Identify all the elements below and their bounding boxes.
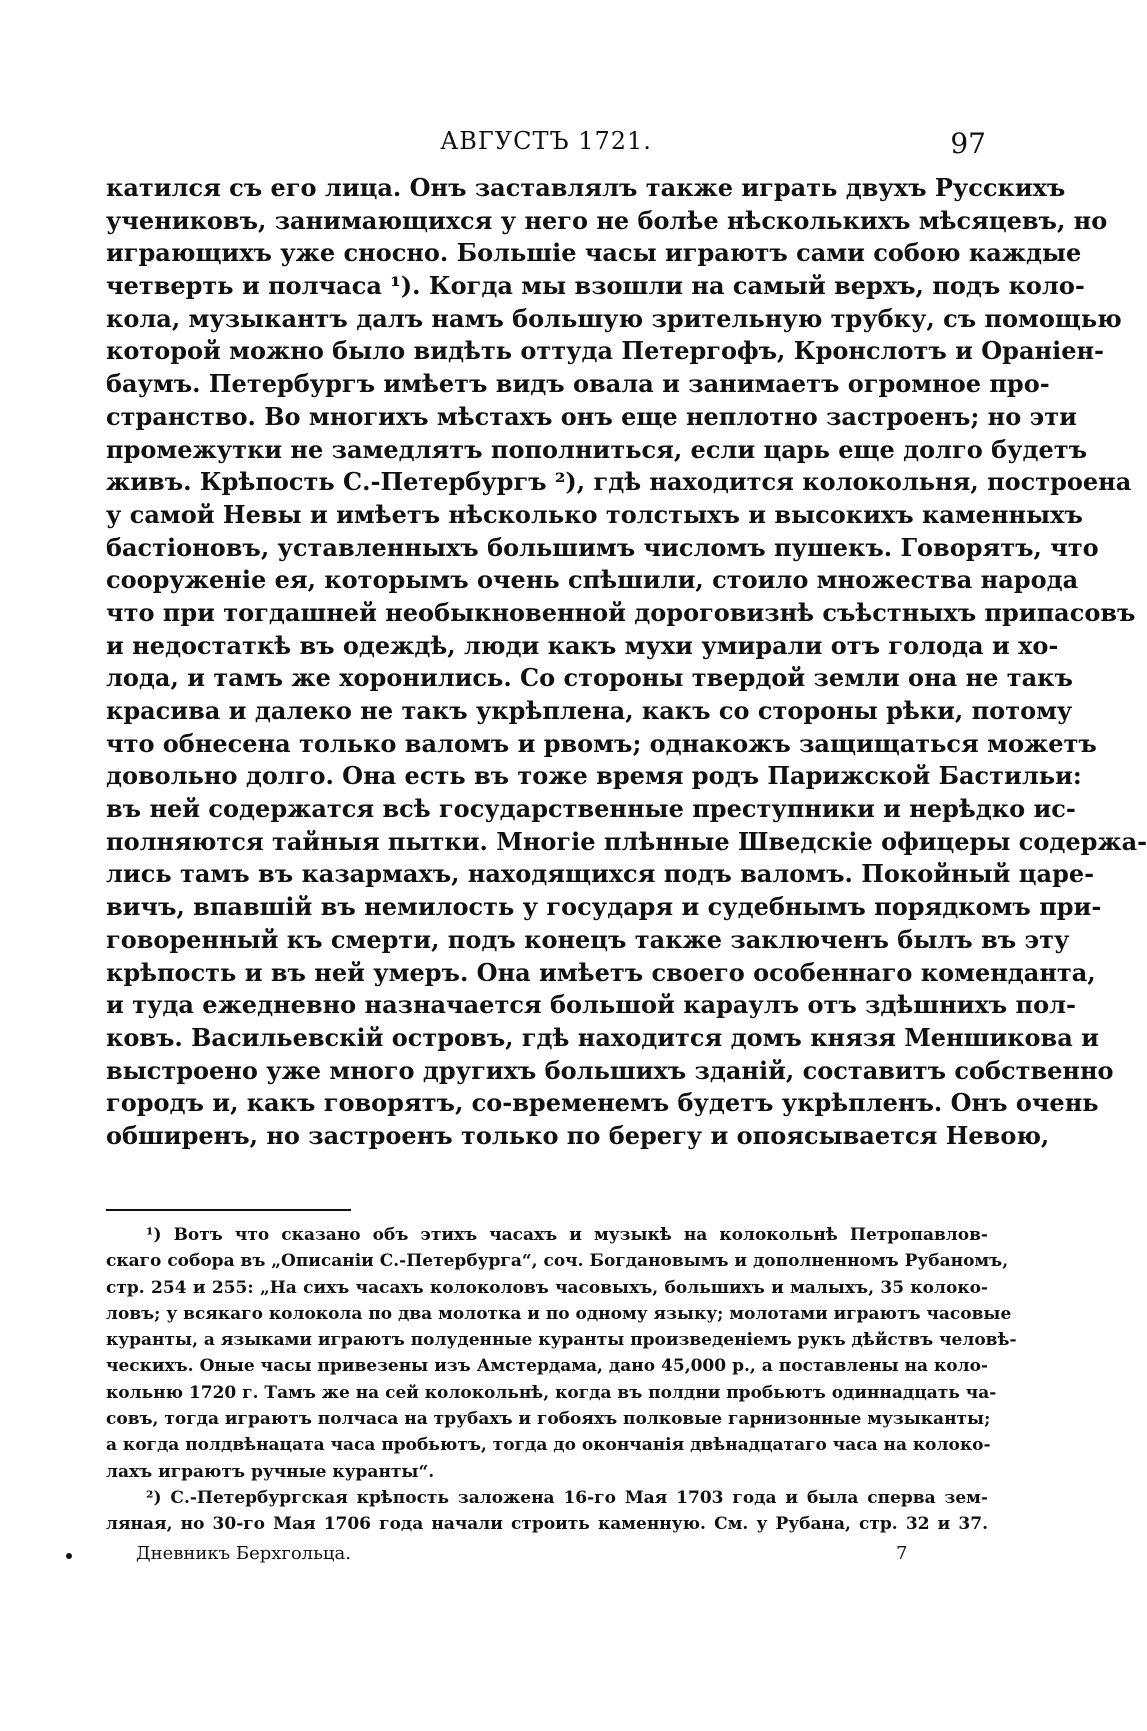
text-line: сооруженіе ея, которымъ очень спѣшили, стоило множества народа [106,565,1079,595]
text-line: которой можно было видѣть оттуда Петергофъ, Кронслотъ и Ораніен- [106,336,1104,366]
main-text [106,172,1147,1153]
running-title: АВГУСТЪ 1721. [440,127,652,155]
text-line: баумъ. Петербургъ имѣетъ видъ овала и занимаетъ огромное про- [106,369,1050,399]
signature-number: 7 [896,1543,908,1564]
text-line: у самой Невы и имѣетъ нѣсколько толстыхъ и высокихъ каменныхъ [106,499,1083,529]
margin-dot [66,1553,72,1559]
footnote-2-line: ляная, но 30-го Мая 1706 года начали строить каменную. См. у Рубана, стр. 32 и 37. [106,1514,988,1535]
text-line: что при тогдашней необыкновенной дороговизнѣ съѣстныхъ припасовъ [106,597,1136,627]
text-line: и недостаткѣ въ одеждѣ, люди какъ мухи умирали отъ голода и хо- [106,630,1059,660]
text-line: лись тамъ въ казармахъ, находящихся подъ валомъ. Покойный царе- [106,859,1095,889]
text-line: четверть и полчаса ¹). Когда мы взошли на самый верхъ, подъ коло- [106,271,1085,301]
footnote-2-line: ²) С.-Петербургская крѣпость заложена 16-го Мая 1703 года и была сперва зем- [146,1487,988,1508]
signature-title: Дневникъ Берхгольца. [136,1543,351,1564]
footnote-1-line: совъ, тогда играютъ полчаса на трубахъ и гобояхъ полковые гарнизонные музыканты; [106,1409,991,1430]
footnote-1-line: ¹) Вотъ что сказано объ этихъ часахъ и музыкѣ на колокольнѣ Петропавлов- [146,1225,988,1245]
text-line: катился съ его лица. Онъ заставлялъ также играть двухъ Русскихъ [106,173,1066,202]
footnote-1-line: стр. 254 и 255: „На сихъ часахъ колоколовъ часовыхъ, большихъ и малыхъ, 35 колоко- [106,1277,988,1298]
footnote-1-line: ческихъ. Оные часы привезены изъ Амстердама, дано 45,000 р., а поставлены на коло- [106,1356,988,1377]
footnote-1-line: ловъ; у всякаго колокола по два молотка и по одному языку; молотами играютъ часовые [106,1303,1012,1324]
footnote-1-line: а когда полдвѣнацата часа пробьютъ, тогда до окончанія двѣнадцатаго часа на колоко- [106,1435,991,1456]
footnote-1-line: лахъ играютъ ручные куранты“. [106,1461,435,1482]
text-line: кола, музыкантъ далъ намъ большую зрительную трубку, съ помощью [106,303,1122,333]
text-line: выстроено уже много другихъ большихъ зданій, составитъ собственно [106,1055,1114,1085]
text-line: промежутки не замедлятъ пополниться, если царь еще долго будетъ [106,434,1087,464]
text-line: довольно долго. Она есть въ тоже время родъ Парижской Бастильи: [106,761,1082,791]
footnote-1-line: скаго собора въ „Описаніи С.-Петербурга“, соч. Богдановымъ и дополненномъ Рубаномъ, [106,1251,1009,1272]
text-line: играющихъ уже сносно. Большіе часы играютъ сами собою каждые [106,238,1082,268]
text-line: полняются тайныя пытки. Многіе плѣнные Шведскіе офицеры содержа- [106,826,1147,856]
signature-line [106,1543,988,1571]
text-line: городъ и, какъ говорятъ, со-временемъ будетъ укрѣпленъ. Онъ очень [106,1088,1099,1118]
footnote-1-line: кольню 1720 г. Тамъ же на сей колокольнѣ, когда въ полдни пробьютъ одиннадцать ча- [106,1382,997,1403]
text-line: бастіоновъ, уставленныхъ большимъ числомъ пушекъ. Говорятъ, что [106,532,1099,562]
text-line: ковъ. Васильевскій островъ, гдѣ находится домъ князя Меншикова и [106,1022,1099,1052]
text-line: говоренный къ смерти, подъ конецъ также заключенъ былъ въ эту [106,924,1070,954]
footnotes [106,1222,1017,1538]
text-line: и туда ежедневно назначается большой караулъ отъ здѣшнихъ пол- [106,990,1076,1020]
running-header [106,127,986,163]
text-line: крѣпость и въ ней умеръ. Она имѣетъ своего особеннаго коменданта, [106,957,1096,987]
page-number: 97 [950,127,986,160]
text-line: живъ. Крѣпость С.-Петербургъ ²), гдѣ находится колокольня, построена [106,467,1132,497]
footnote-1-line: куранты, а языками играютъ полуденные куранты произведеніемъ рукъ дѣйствъ человѣ- [106,1330,1017,1351]
text-line: лода, и тамъ же хоронились. Со стороны твердой земли она не такъ [106,663,1073,693]
text-line: красива и далеко не такъ укрѣплена, какъ со стороны рѣки, потому [106,696,1073,725]
footnote-divider [106,1209,351,1211]
text-line: что обнесена только валомъ и рвомъ; однакожъ защищаться можетъ [106,728,1097,758]
text-line: въ ней содержатся всѣ государственные преступники и нерѣдко ис- [106,794,1076,824]
text-line: учениковъ, занимающихся у него не болѣе нѣсколькихъ мѣсяцевъ, но [106,205,1108,235]
text-line: обширенъ, но застроенъ только по берегу и опоясывается Невою, [106,1120,1050,1150]
text-line: странство. Во многихъ мѣстахъ онъ еще неплотно застроенъ; но эти [106,401,1077,431]
text-line: вичъ, впавшій въ немилость у государя и судебнымъ порядкомъ при- [106,892,1102,922]
